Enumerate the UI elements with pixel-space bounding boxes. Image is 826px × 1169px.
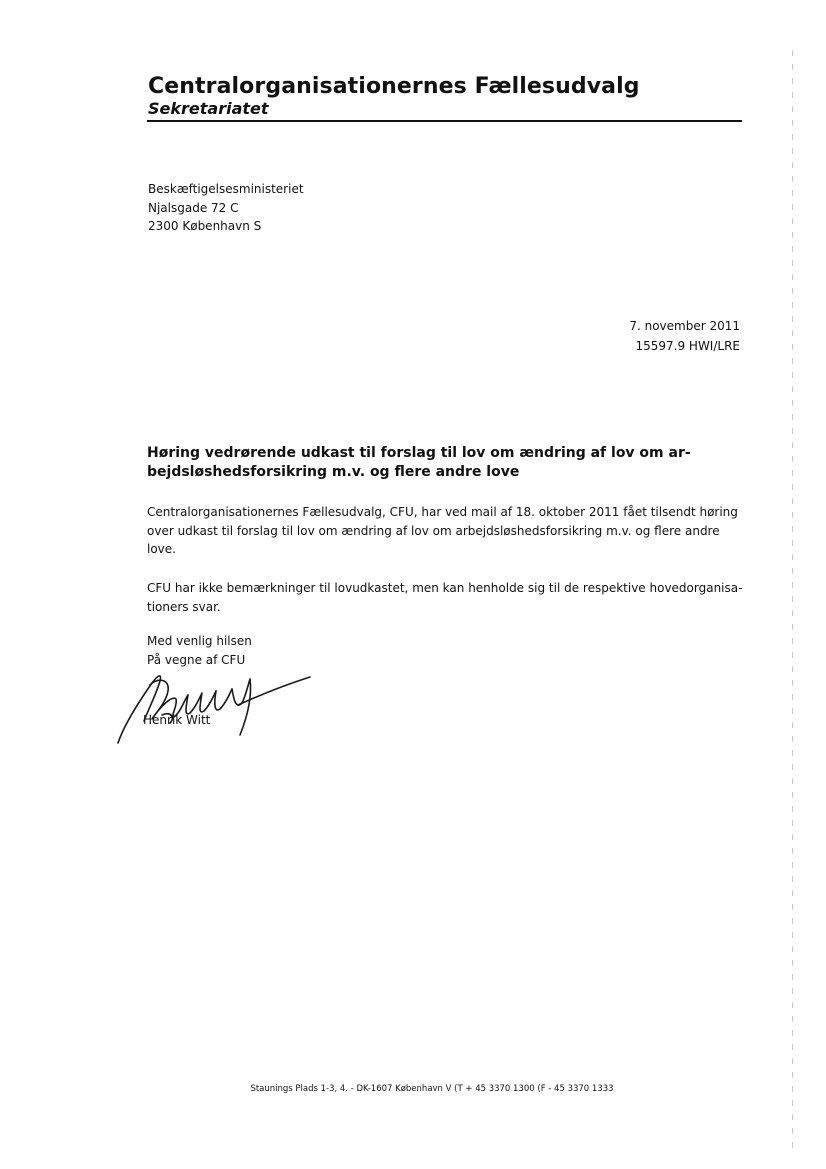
body-paragraph: Centralorganisationernes Fællesudvalg, CFU, har ved mail af 18. oktober 2011 fået tilsendt høring over udkast til forslag til lov om ændring af lov om arbejdsløshedsforsikring m.v. og flere andre love. <box>147 505 738 556</box>
closing-on-behalf: På vegne af CFU <box>147 652 246 667</box>
page-edge-line <box>792 50 793 1150</box>
recipient-line: Njalsgade 72 C <box>148 200 239 215</box>
header-rule <box>147 120 742 122</box>
letter-reference: 15597.9 HWI/LRE <box>635 339 740 353</box>
date-reference-block <box>629 316 740 356</box>
handwritten-signature <box>110 655 320 750</box>
organization-name: Centralorganisationernes Fællesudvalg <box>148 74 640 99</box>
footer-address: Staunings Plads 1-3, 4. - DK-1607 København V (T + 45 3370 1300 (F - 45 3370 1333 <box>250 1084 614 1094</box>
signer-name: Henrik Witt <box>143 713 211 727</box>
recipient-line: Beskæftigelsesministeriet <box>148 182 304 196</box>
recipient-address <box>148 180 304 236</box>
recipient-line: 2300 København S <box>148 219 262 233</box>
body-paragraph: CFU har ikke bemærkninger til lovudkastet, men kan henholde sig til de respektive hovedorganisa-tioners svar. <box>147 581 743 614</box>
closing-greeting: Med venlig hilsen <box>147 634 252 648</box>
letter-date: 7. november 2011 <box>629 319 740 333</box>
letter-subject: Høring vedrørende udkast til forslag til lov om ændring af lov om ar-bejdsløshedsforsikring m.v. og flere andre love <box>147 445 691 480</box>
department-name: Sekretariatet <box>148 99 269 118</box>
